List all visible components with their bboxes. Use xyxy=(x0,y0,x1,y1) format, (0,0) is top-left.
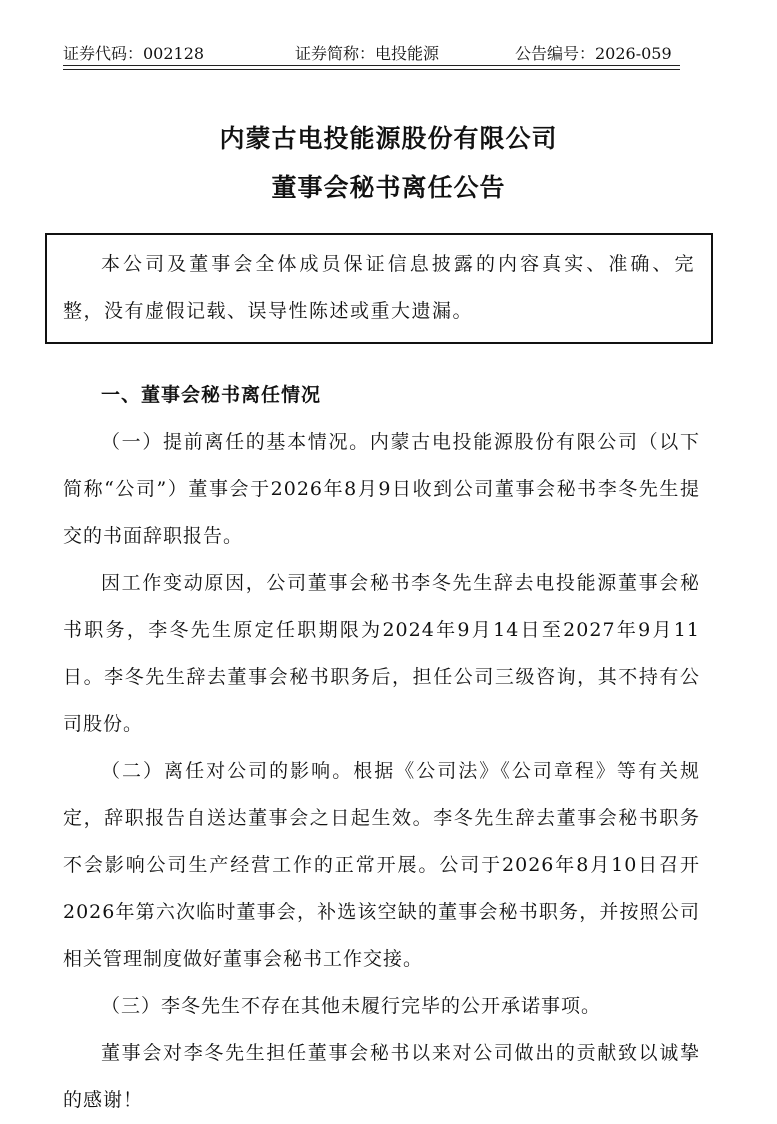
declaration-text: 本公司及董事会全体成员保证信息披露的内容真实、准确、完整，没有虚假记载、误导性陈述或重大遗漏。 xyxy=(63,253,695,322)
paragraph-impact: （二）离任对公司的影响。根据《公司法》《公司章程》等有关规定，辞职报告自送达董事会之日起生效。李冬先生辞去董事会秘书职务不会影响公司生产经营工作的正常开展。公司于2026年8月10日召开2026年第六次临时董事会，补选该空缺的董事会秘书职务，并按照公司相关管理制度做好董事会秘书工作交接。 xyxy=(63,760,700,970)
stock-short-name: 证券简称：电投能源 xyxy=(295,44,440,63)
header-rule-thick xyxy=(63,65,680,66)
section-heading: 一、董事会秘书离任情况 xyxy=(101,384,322,406)
paragraph-thanks: 董事会对李冬先生担任董事会秘书以来对公司做出的贡献致以诚挚的感谢！ xyxy=(63,1042,700,1111)
document-header xyxy=(63,44,680,66)
company-title: 内蒙古电投能源股份有限公司 xyxy=(219,124,558,153)
notice-number: 公告编号：2026-059 xyxy=(515,44,672,63)
header-rule-thin xyxy=(63,69,680,70)
declaration-box xyxy=(45,233,713,344)
paragraph-commitments: （三）李冬先生不存在其他未履行完毕的公开承诺事项。 xyxy=(101,995,602,1017)
paragraph-resignation-reason: 因工作变动原因，公司董事会秘书李冬先生辞去电投能源董事会秘书职务，李冬先生原定任职期限为2024年9月14日至2027年9月11日。李冬先生辞去董事会秘书职务后，担任公司三级咨询，其不持有公司股份。 xyxy=(63,572,700,735)
stock-code: 证券代码：002128 xyxy=(63,44,205,63)
notice-title: 董事会秘书离任公告 xyxy=(271,173,506,202)
paragraph-basic-situation: （一）提前离任的基本情况。内蒙古电投能源股份有限公司（以下简称“公司”）董事会于2026年8月9日收到公司董事会秘书李冬先生提交的书面辞职报告。 xyxy=(63,431,700,547)
notice-body xyxy=(63,372,700,1124)
